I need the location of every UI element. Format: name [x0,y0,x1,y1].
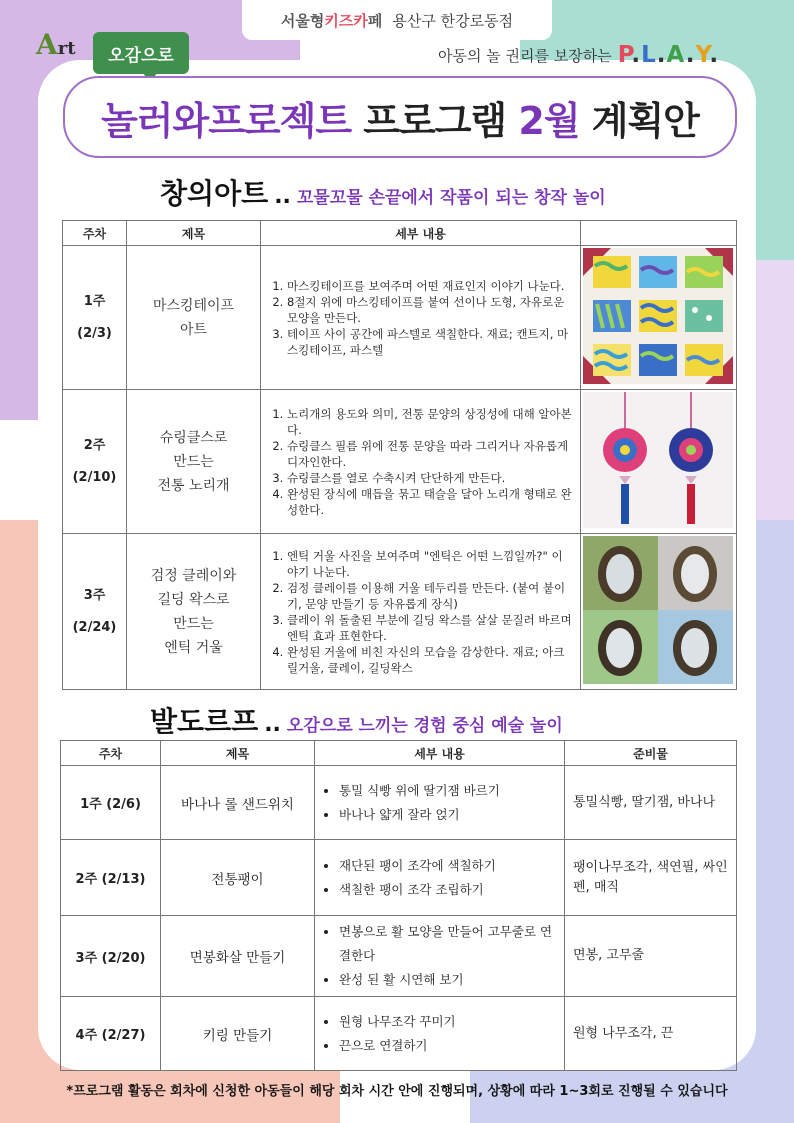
header-title: 제목 [127,221,261,246]
details-cell: 1. 엔틱 거울 사진을 보여주며 "엔틱은 어떤 느낌일까?" 이야기 나눈다. 2. 검정 클레이를 이용해 거울 테두리를 만든다. (붙여 붙이기, 문양 만들기 등 자유롭게 장식) 3. 클레이 위 돌출된 부분에 길딩 왁스를 살살 문질러 바르며 엔틱 효과 표현한다. 4. 완성된 거울에 비친 자신의 모습을 감상한다. 재료; 아크릴거울, 클레이, 길딩왁스 [261,534,581,690]
supplies-cell: 면봉, 고무줄 [565,916,737,997]
week-cell: 2주 (2/10) [63,390,127,534]
section1-title: 창의아트 [160,177,269,210]
supplies-cell: 원형 나무조각, 끈 [565,997,737,1071]
header-title: 제목 [161,741,315,766]
section1-subtitle: 꼬물꼬물 손끝에서 작품이 되는 창작 놀이 [296,188,606,208]
header-week: 주차 [63,221,127,246]
waldorf-schedule-table [60,740,737,1071]
details-cell: • 원형 나무조각 꾸미기 • 끈으로 연결하기 [315,997,565,1071]
section1-heading [160,172,606,212]
table-row [63,246,737,390]
play-letter: Y [695,42,710,68]
details-cell: • 면봉으로 활 모양을 만들어 고무줄로 연결한다 • 완성 된 활 시연해 보기 [315,916,565,997]
play-letter: L [641,42,657,68]
play-letter: A [666,42,686,68]
header-details: 세부 내용 [261,221,581,246]
details-cell: • 재단된 팽이 조각에 색칠하기 • 색칠한 팽이 조각 조립하기 [315,840,565,916]
table-header-row [61,741,737,766]
antique-mirror-photo [581,534,737,690]
logo-header [242,0,552,40]
week-cell: 3주 (2/24) [63,534,127,690]
play-logo [618,42,719,68]
section2-subtitle: 오감으로 느끼는 경험 중심 예술 놀이 [286,716,563,736]
details-cell: • 통밀 식빵 위에 딸기잼 바르기 • 바나나 얇게 잘라 얹기 [315,766,565,840]
week-cell: 2주 (2/13) [61,840,161,916]
norigae-photo [581,390,737,534]
title-cell: 면봉화살 만들기 [161,916,315,997]
table-row [61,997,737,1071]
page-title: 놀러와프로젝트 프로그램 2월 계획안 [101,98,699,143]
header-image [581,221,737,246]
week-cell: 3주 (2/20) [61,916,161,997]
title-cell: 키링 만들기 [161,997,315,1071]
play-letter: P [617,42,632,68]
footer-note: *프로그램 활동은 회차에 신청한 아동들이 해당 회차 시간 안에 진행되며, 상황에 따라 1~3회로 진행될 수 있습니다 [66,1084,728,1099]
masking-tape-art-photo [581,246,737,390]
title-cell: 검정 클레이와 길딩 왁스로 만드는 엔틱 거울 [127,534,261,690]
table-header-row [63,221,737,246]
tagline [438,42,719,68]
details-cell: 1. 노리개의 용도와 의미, 전통 문양의 상징성에 대해 알아본다. 2. 슈링클스 필름 위에 전통 문양을 따라 그리거나 자유롭게 디자인한다. 3. 슈링클스를 열로 수축시켜 단단하게 만든다. 4. 완성된 장식에 매듭을 묶고 태슬을 달아 노리개 형태로 완성한다. [261,390,581,534]
play-letter: . [656,42,667,68]
section2-dots: .. [264,712,281,737]
week-cell: 1주 (2/6) [61,766,161,840]
header-details: 세부 내용 [315,741,565,766]
branch-name: 용산구 한강로동점 [392,11,514,30]
week-cell: 4주 (2/27) [61,997,161,1071]
section1-dots: .. [274,184,291,209]
title-cell: 슈링클스로 만드는 전통 노리개 [127,390,261,534]
table-row [61,916,737,997]
section2-heading [150,700,563,740]
section2-title: 발도르프 [150,705,259,738]
table-row [61,840,737,916]
supplies-cell: 팽이나무조각, 색연필, 싸인펜, 매직 [565,840,737,916]
title-cell: 마스킹테이프 아트 [127,246,261,390]
art-schedule-table [62,220,737,690]
supplies-cell: 통밀식빵, 딸기잼, 바나나 [565,766,737,840]
play-letter: . [709,42,720,68]
play-letter: . [685,42,696,68]
week-cell: 1주 (2/3) [63,246,127,390]
header-week: 주차 [61,741,161,766]
details-cell: 1. 마스킹테이프를 보여주며 어떤 재료인지 이야기 나눈다. 2. 8절지 위에 마스킹테이프를 붙여 선이나 도형, 자유로운 모양을 만든다. 3. 테이프 사이 공간에 파스텔로 색칠한다. 재료; 캔트지, 마스킹테이프, 파스텔 [261,246,581,390]
senses-badge: 오감으로 [93,32,189,74]
play-letter: . [631,42,642,68]
art-label: Art [36,28,76,61]
table-row [63,534,737,690]
header-supplies: 준비물 [565,741,737,766]
table-row [61,766,737,840]
title-banner [63,76,737,158]
table-row [63,390,737,534]
title-cell: 전통팽이 [161,840,315,916]
tagline-text: 아동의 놀 권리를 보장하는 [438,46,612,65]
title-cell: 바나나 롤 샌드위치 [161,766,315,840]
brand-logo: 서울형키즈카페 [280,11,383,30]
